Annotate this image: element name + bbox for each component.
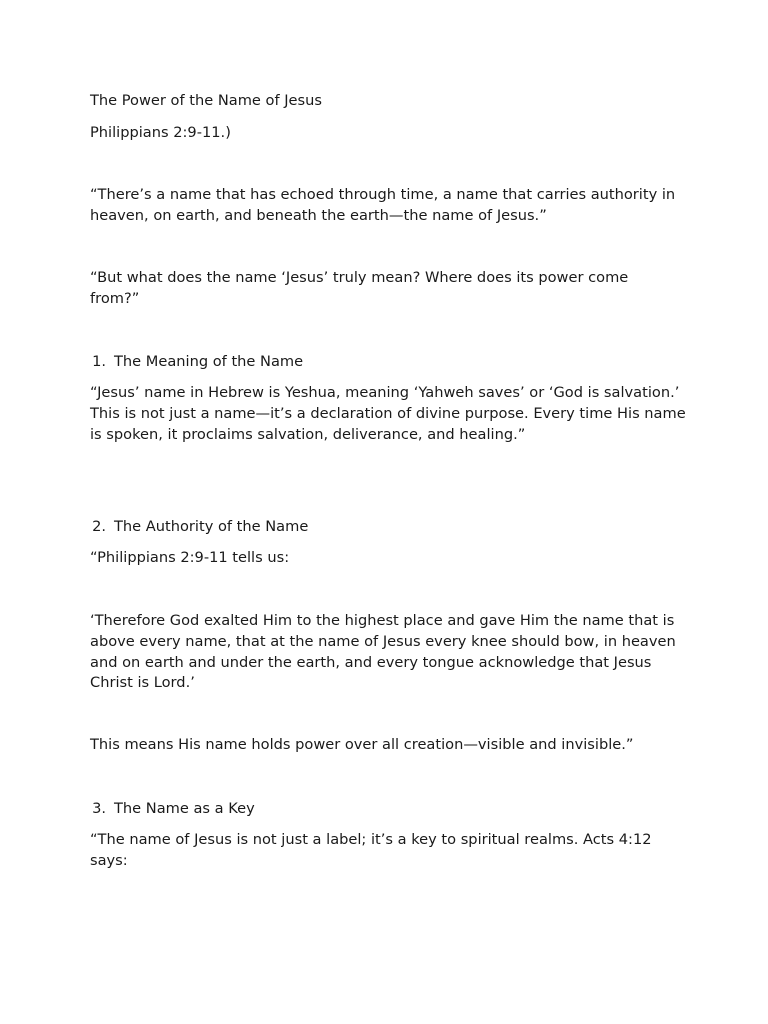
section-3-body: “The name of Jesus is not just a label; it’s a key to spiritual realms. Acts 4:12 says:: [90, 831, 652, 869]
document-title: The Power of the Name of Jesus: [90, 92, 322, 109]
section-1-body: “Jesus’ name in Hebrew is Yeshua, meaning ‘Yahweh saves’ or ‘God is salvation.’ This is not just a name—it’s a declaration of divine purpose. Every time His name is spoken, it proclaims salvation, deliverance, and healing.”: [90, 384, 686, 443]
section-3-title: The Name as a Key: [114, 800, 255, 817]
section-2-quote: ‘Therefore God exalted Him to the highest place and gave Him the name that is above every name, that at the name of Jesus every knee should bow, in heaven and on earth and under the earth, and every tongue acknowledge that Jesus Christ is Lord.’: [90, 612, 676, 692]
section-3-heading: [70, 799, 255, 820]
intro-paragraph-2: “But what does the name ‘Jesus’ truly mean? Where does its power come from?”: [90, 269, 629, 307]
scripture-reference: Philippians 2:9-11.): [90, 124, 231, 141]
section-1-title: The Meaning of the Name: [114, 353, 304, 370]
section-3-number: 3.: [92, 800, 106, 817]
section-1-number: 1.: [92, 353, 106, 370]
section-2-title: The Authority of the Name: [114, 518, 309, 535]
section-2-heading: [70, 517, 308, 538]
section-2-closing: This means His name holds power over all creation—visible and invisible.”: [90, 736, 634, 753]
section-1-heading: [70, 352, 303, 373]
section-2-body: “Philippians 2:9-11 tells us:: [90, 549, 290, 566]
section-2-number: 2.: [92, 518, 106, 535]
intro-paragraph-1: “There’s a name that has echoed through time, a name that carries authority in heaven, on earth, and beneath the earth—the name of Jesus.”: [90, 186, 676, 224]
